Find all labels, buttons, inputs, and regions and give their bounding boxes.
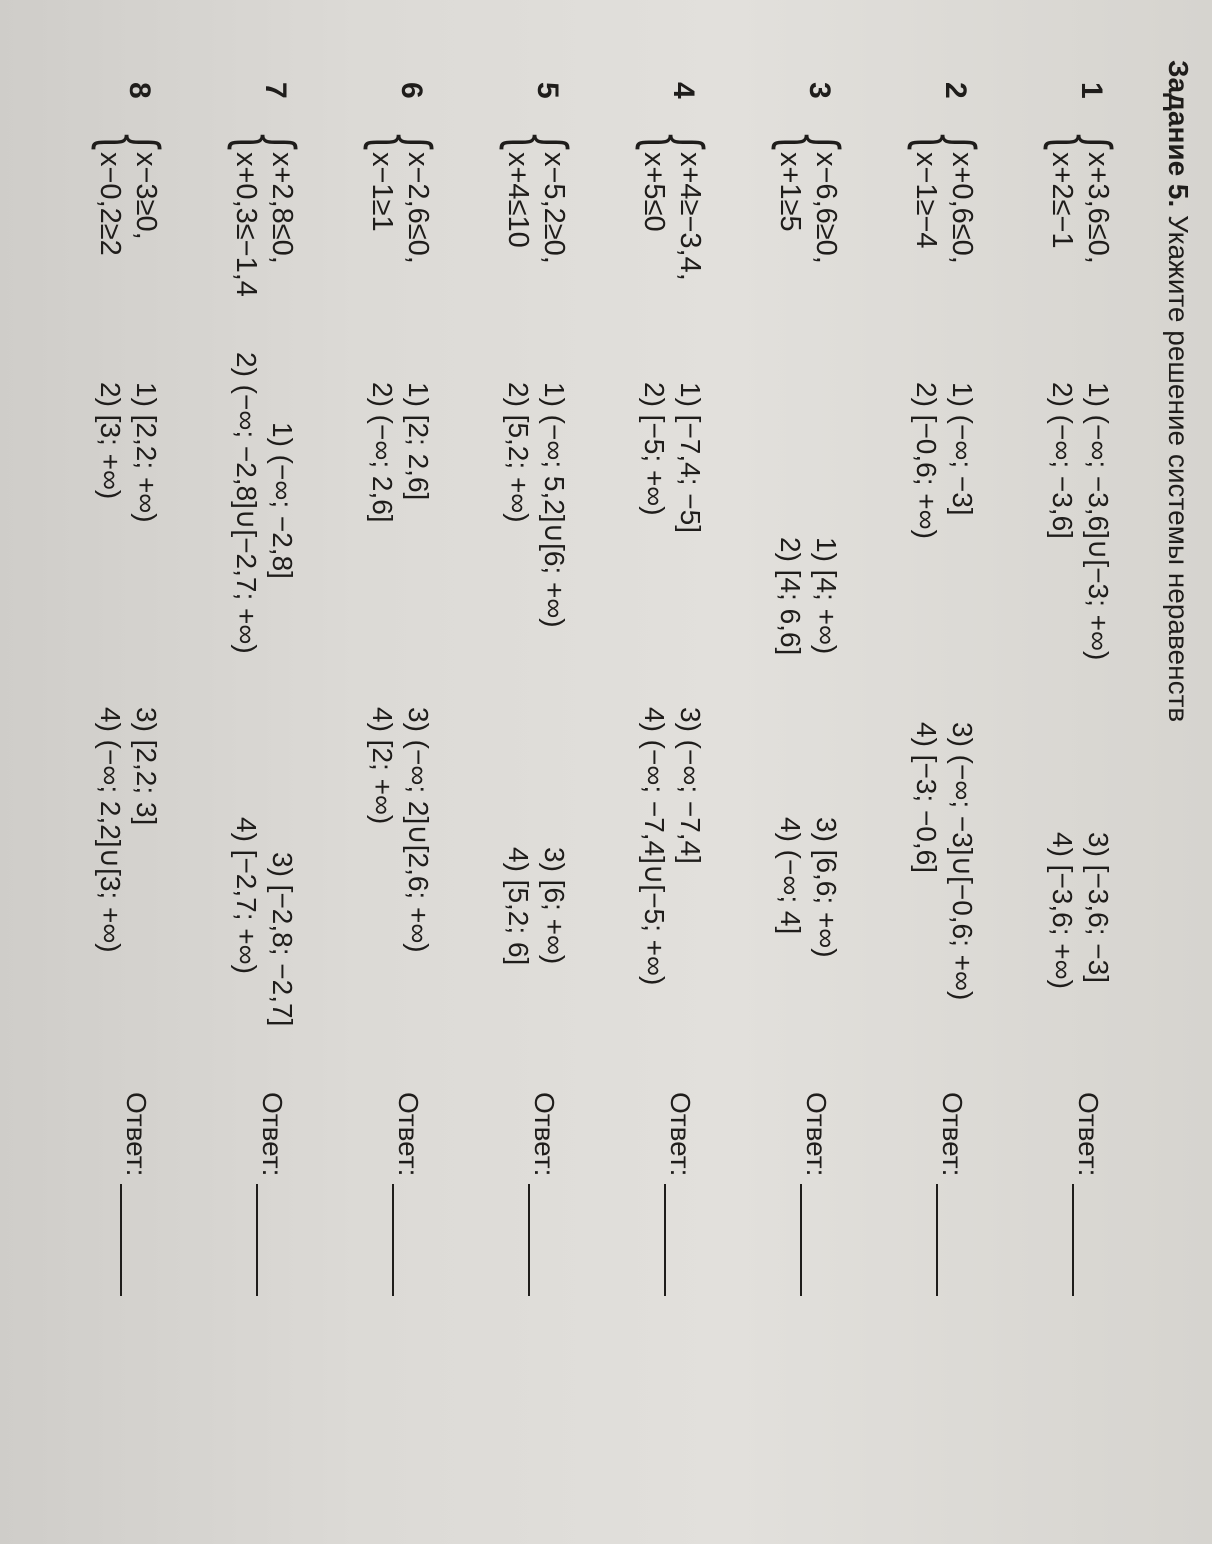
option-2: 2) (−∞; −3,6] bbox=[1047, 382, 1078, 539]
problem-number: 1 bbox=[1075, 82, 1108, 99]
inequality-2: x−0,2≥2 bbox=[94, 152, 126, 256]
inequality-1: x+2,8≤0, bbox=[266, 152, 298, 264]
option-1: 1) [−7,4; −5] bbox=[675, 382, 706, 533]
answer-line bbox=[256, 1092, 288, 1296]
system-brace: { bbox=[902, 130, 991, 155]
system-brace: { bbox=[86, 130, 175, 155]
system-brace: { bbox=[222, 130, 311, 155]
inequality-1: x−5,2≥0, bbox=[538, 152, 570, 264]
option-2: 2) [−0,6; +∞) bbox=[911, 382, 942, 539]
option-3: 3) [6; +∞) bbox=[539, 847, 570, 965]
answer-line bbox=[936, 1092, 968, 1296]
inequality-2: x−1≥1 bbox=[366, 152, 398, 232]
option-2: 2) [−5; +∞) bbox=[639, 382, 670, 516]
option-2: 2) [3; +∞) bbox=[95, 382, 126, 500]
option-4: 4) [−2,7; +∞) bbox=[231, 817, 262, 974]
option-1: 1) (−∞; −3,6]∪[−3; +∞) bbox=[1083, 382, 1114, 661]
problem-8 bbox=[66, 82, 175, 1532]
problem-number: 3 bbox=[803, 82, 836, 99]
problem-number: 2 bbox=[939, 82, 972, 99]
task-title bbox=[1162, 60, 1194, 722]
answer-line bbox=[392, 1092, 424, 1296]
answer-blank bbox=[936, 1184, 966, 1296]
task-number: Задание 5. bbox=[1163, 60, 1194, 208]
option-3: 3) (−∞; −7,4] bbox=[675, 707, 706, 864]
inequality-2: x+0,3≤−1,4 bbox=[230, 152, 262, 297]
answer-label: Ответ: bbox=[665, 1092, 696, 1177]
answer-line bbox=[528, 1092, 560, 1296]
problem-6 bbox=[338, 82, 447, 1532]
option-3: 3) (−∞; 2]∪[2,6; +∞) bbox=[403, 707, 434, 953]
inequality-1: x+4≥−3,4, bbox=[674, 152, 706, 281]
option-2: 2) (−∞; 2,6] bbox=[367, 382, 398, 523]
problem-number: 8 bbox=[123, 82, 156, 99]
problem-4 bbox=[610, 82, 719, 1532]
option-4: 4) [2; +∞) bbox=[367, 707, 398, 825]
answer-blank bbox=[392, 1184, 422, 1296]
answer-blank bbox=[1072, 1184, 1102, 1296]
problem-number: 4 bbox=[667, 82, 700, 99]
inequality-2: x−1≥−4 bbox=[910, 152, 942, 249]
task-instruction: Укажите решение системы неравенств bbox=[1163, 215, 1194, 723]
answer-label: Ответ: bbox=[121, 1092, 152, 1177]
inequality-2: x+4≤10 bbox=[502, 152, 534, 248]
problem-5 bbox=[474, 82, 583, 1532]
option-4: 4) [−3; −0,6] bbox=[911, 722, 942, 873]
option-3: 3) [6,6; +∞) bbox=[811, 817, 842, 958]
system-brace: { bbox=[630, 130, 719, 155]
inequality-2: x+1≥5 bbox=[774, 152, 806, 232]
answer-blank bbox=[528, 1184, 558, 1296]
answer-blank bbox=[120, 1184, 150, 1296]
problem-number: 6 bbox=[395, 82, 428, 99]
problem-number: 7 bbox=[259, 82, 292, 99]
option-1: 1) (−∞; 5,2]∪[6; +∞) bbox=[539, 382, 570, 628]
problem-number: 5 bbox=[531, 82, 564, 99]
system-brace: { bbox=[1038, 130, 1127, 155]
option-3: 3) (−∞; −3]∪[−0,6; +∞) bbox=[947, 722, 978, 1001]
answer-label: Ответ: bbox=[1073, 1092, 1104, 1177]
option-2: 2) (−∞; −2,8]∪[−2,7; +∞) bbox=[231, 352, 262, 654]
option-4: 4) (−∞; 4] bbox=[775, 817, 806, 935]
inequality-2: x+5≤0 bbox=[638, 152, 670, 232]
answer-line bbox=[664, 1092, 696, 1296]
option-4: 4) [−3,6; +∞) bbox=[1047, 832, 1078, 989]
inequality-1: x+0,6≤0, bbox=[946, 152, 978, 264]
inequality-1: x−2,6≤0, bbox=[402, 152, 434, 264]
problem-1 bbox=[1018, 82, 1127, 1532]
answer-label: Ответ: bbox=[257, 1092, 288, 1177]
option-3: 3) [−2,8; −2,7] bbox=[267, 852, 298, 1027]
option-3: 3) [2,2; 3] bbox=[131, 707, 162, 826]
system-brace: { bbox=[358, 130, 447, 155]
answer-label: Ответ: bbox=[937, 1092, 968, 1177]
system-brace: { bbox=[766, 130, 855, 155]
answer-label: Ответ: bbox=[801, 1092, 832, 1177]
answer-label: Ответ: bbox=[393, 1092, 424, 1177]
answer-blank bbox=[800, 1184, 830, 1296]
option-1: 1) (−∞; −2,8] bbox=[267, 422, 298, 579]
option-1: 1) [2,2; +∞) bbox=[131, 382, 162, 523]
answer-line bbox=[120, 1092, 152, 1296]
system-brace: { bbox=[494, 130, 583, 155]
option-4: 4) (−∞; 2,2]∪[3; +∞) bbox=[95, 707, 126, 953]
problem-2 bbox=[882, 82, 991, 1532]
option-1: 1) [4; +∞) bbox=[811, 537, 842, 655]
option-2: 2) [4; 6,6] bbox=[775, 537, 806, 656]
answer-blank bbox=[664, 1184, 694, 1296]
option-1: 1) (−∞; −3] bbox=[947, 382, 978, 516]
inequality-2: x+2≤−1 bbox=[1046, 152, 1078, 249]
inequality-1: x+3,6≤0, bbox=[1082, 152, 1114, 264]
answer-line bbox=[800, 1092, 832, 1296]
inequality-1: x−3≥0, bbox=[130, 152, 162, 240]
option-1: 1) [2; 2,6] bbox=[403, 382, 434, 501]
option-2: 2) [5,2; +∞) bbox=[503, 382, 534, 523]
answer-label: Ответ: bbox=[529, 1092, 560, 1177]
option-4: 4) (−∞; −7,4]∪[−5; +∞) bbox=[639, 707, 670, 986]
problem-3 bbox=[746, 82, 855, 1532]
problem-7 bbox=[202, 82, 311, 1532]
option-4: 4) [5,2; 6] bbox=[503, 847, 534, 966]
answer-blank bbox=[256, 1184, 286, 1296]
option-3: 3) [−3,6; −3] bbox=[1083, 832, 1114, 983]
answer-line bbox=[1072, 1092, 1104, 1296]
inequality-1: x−6,6≥0, bbox=[810, 152, 842, 264]
